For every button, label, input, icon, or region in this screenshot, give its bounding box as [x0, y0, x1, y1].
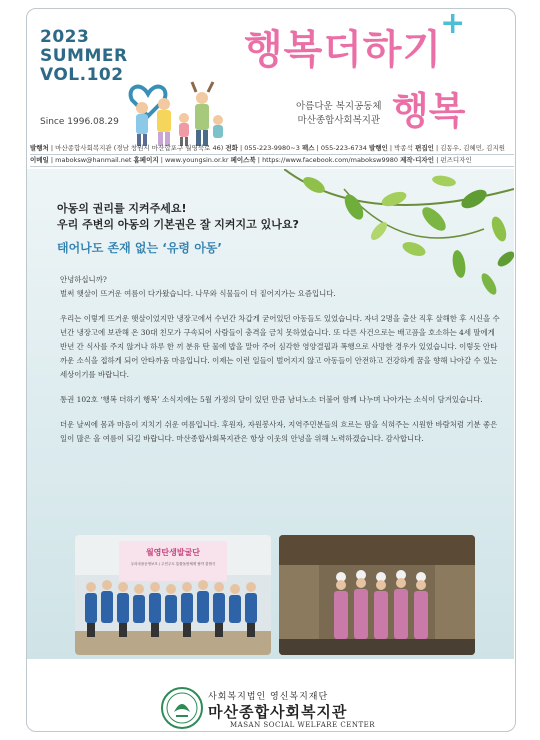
footer-org-name: 마산종합사회복지관	[208, 703, 348, 721]
issue-season: SUMMER	[40, 46, 128, 66]
since-date: Since 1996.08.29	[40, 117, 119, 127]
banner-title: 월영탄생발굴단	[145, 548, 201, 557]
publication-info	[30, 143, 514, 167]
kitchen-volunteer-photo	[279, 535, 475, 655]
issue-info	[40, 28, 128, 85]
headline-1: 아동의 권리를 지켜주세요!	[57, 202, 187, 215]
paragraph: 우리는 이렇게 뜨거운 햇살이었지만 냉장고에서 수년간 차갑게 굳어있던 아동들도 있었습니다. 자녀 2명을 출산 직후 살해한 후 시신을 수년간 냉장고에 보관해 온 30대 친모가 구속되어 사람들이 충격을 금치 못하였습니다. 또 다른 사건으로는 배고픔을 호소하는 4세 딸에게 반년 간 식사를 주지 않거나 하루 한 끼 분유 탄 물에 밥을 말아 주어 심각한 영양결핍과 폭행으로 사망한 경우가 있었습니다. 이렇듯 안타까운 소식을 접하게 되어 안타까움 마음입니다. 이제는 이런 일들이 벌어지지 않고 아동들이 안전하고 건강하게 꿈을 향해 나아갈 수 있는 세상이기를 바랍니다.	[60, 314, 500, 379]
org-subtitle: 아름다운 복지공동체 마산종합사회복지관	[296, 101, 382, 126]
newsletter-title-sub: 행복	[392, 89, 466, 133]
banner-line: 우리마을공영보모 / 주민주도 통합돌봄체계 협약 출범식	[130, 562, 216, 566]
newsletter-title: 행복더하기 +	[244, 6, 467, 73]
info-row-1: 발행처 | 마산종합사회복지관 (경남 창원시 마산합포구 월영북로 46) 전화 | 055-223-9980~3 팩스 | 055-223-6734 발행인 | 박종석 편집인 | 김동우, 김혜민, 김지원	[30, 143, 514, 155]
footer-org-name-en: MASAN SOCIAL WELFARE CENTER	[230, 721, 376, 729]
article-section	[27, 169, 514, 659]
family-illustration	[118, 74, 226, 148]
event-photo-group	[75, 535, 271, 655]
headline-2: 우리 주변의 아동의 기본권은 잘 지켜지고 있나요?	[57, 218, 299, 231]
paragraph: 더운 날씨에 몸과 마음이 지치기 쉬운 여름입니다. 후원자, 자원봉사자, 지역주민분들의 흐르는 땀을 식혀주는 시원한 바람처럼 기분 좋은 일이 많은 올 여름이 되길 바랍니다. 마산종합사회복지관은 항상 이웃의 안녕을 위해 노력하겠습니다. 감사합니다.	[60, 420, 498, 443]
paragraph: 통권 102호 ‘행복 더하기 행복’ 소식지에는 5월 가정의 달이 있던 만큼 남녀노소 더불어 함께 나누며 나아가는 소식이 담겨있습니다.	[60, 395, 483, 404]
foundation-logo	[160, 686, 204, 730]
foundation-name: 사회복지법인 영신복지재단	[208, 692, 329, 702]
article-body	[60, 273, 500, 457]
plus-icon: +	[440, 6, 467, 41]
issue-volume: VOL.102	[40, 65, 124, 85]
info-row-2: 이메일 | maboksw@hanmail.net 홈페이지 | www.youngsin.or.kr 페이스북 | https://www.facebook.com/maboksw9980 제작·디자인 | 펀즈디자인	[30, 155, 514, 167]
paragraph: 안녕하십니까? 벌써 햇살이 뜨거운 여름이 다가왔습니다. 나무와 식물들이 더 짙어지가는 요즘입니다.	[60, 275, 336, 298]
issue-year: 2023	[40, 27, 90, 47]
subheadline: 태어나도 존재 없는 ‘유령 아동’	[57, 241, 222, 255]
